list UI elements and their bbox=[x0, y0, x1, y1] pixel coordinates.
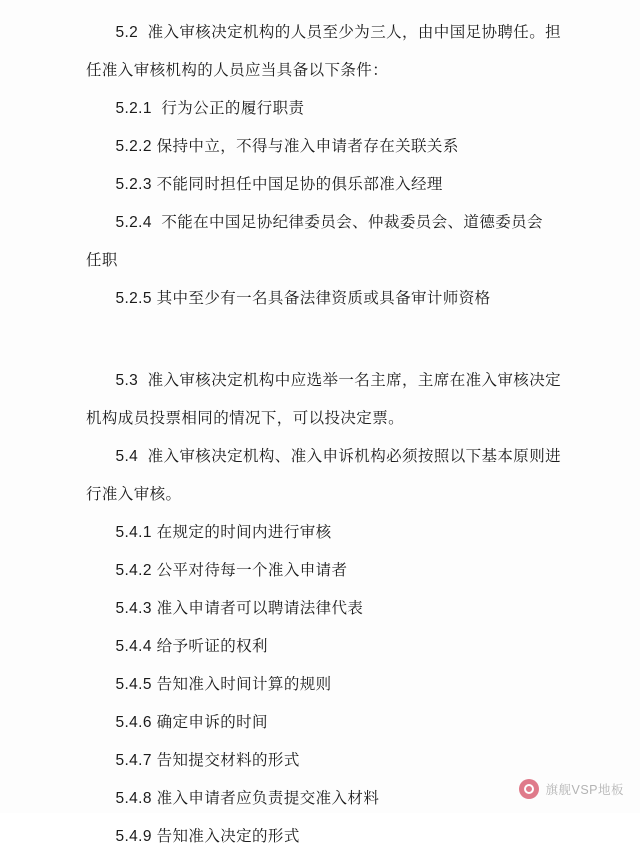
paragraph-5-4-8 bbox=[86, 780, 582, 818]
paragraph-5-2-3 bbox=[86, 166, 582, 204]
text-line: 5.2.3 不能同时担任中国足协的俱乐部准入经理 bbox=[115, 176, 443, 193]
text-line: 5.4.2 公平对待每一个准入申请者 bbox=[115, 562, 348, 579]
text-line: 5.4.5 告知准入时间计算的规则 bbox=[115, 676, 332, 693]
circle-logo-icon bbox=[519, 779, 539, 799]
text-line: 5.2.4 不能在中国足协纪律委员会、仲裁委员会、道德委员会 bbox=[115, 214, 543, 231]
paragraph-5-2-1 bbox=[86, 90, 582, 128]
paragraph-spacer bbox=[86, 318, 582, 362]
paragraph-5-4-7 bbox=[86, 742, 582, 780]
text-line: 任职 bbox=[86, 252, 118, 269]
paragraph-5-4-5 bbox=[86, 666, 582, 704]
paragraph-5-4-9 bbox=[86, 818, 582, 856]
text-line: 行准入审核。 bbox=[86, 486, 182, 503]
paragraph-5-4 bbox=[86, 438, 582, 514]
paragraph-5-4-3 bbox=[86, 590, 582, 628]
text-line: 5.2.2 保持中立，不得与准入申请者存在关联关系 bbox=[115, 138, 459, 155]
text-line: 5.4.8 准入申请者应负责提交准入材料 bbox=[115, 790, 380, 807]
text-line: 5.2.5 其中至少有一名具备法律资质或具备审计师资格 bbox=[115, 290, 491, 307]
text-line: 5.4 准入审核决定机构、准入申诉机构必须按照以下基本原则进 bbox=[115, 448, 561, 465]
paragraph-5-2-5 bbox=[86, 280, 582, 318]
watermark-label: 旗舰VSP地板 bbox=[545, 783, 624, 797]
paragraph-5-4-4 bbox=[86, 628, 582, 666]
text-line: 5.4.1 在规定的时间内进行审核 bbox=[115, 524, 332, 541]
paragraph-5-3 bbox=[86, 362, 582, 438]
text-line: 5.4.7 告知提交材料的形式 bbox=[115, 752, 300, 769]
paragraph-5-2-2 bbox=[86, 128, 582, 166]
paragraph-5-4-1 bbox=[86, 514, 582, 552]
text-line: 5.2 准入审核决定机构的人员至少为三人，由中国足协聘任。担 bbox=[115, 24, 561, 41]
text-line: 机构成员投票相同的情况下，可以投决定票。 bbox=[86, 410, 405, 427]
text-line: 5.3 准入审核决定机构中应选举一名主席，主席在准入审核决定 bbox=[115, 372, 561, 389]
watermark bbox=[519, 779, 624, 799]
paragraph-5-2 bbox=[86, 14, 582, 90]
text-line: 5.4.9 告知准入决定的形式 bbox=[115, 828, 300, 845]
text-line: 5.4.6 确定申诉的时间 bbox=[115, 714, 268, 731]
document-body bbox=[86, 14, 582, 856]
text-line: 任准入审核机构的人员应当具备以下条件： bbox=[86, 62, 389, 79]
text-line: 5.2.1 行为公正的履行职责 bbox=[115, 100, 305, 117]
text-line: 5.4.4 给予听证的权利 bbox=[115, 638, 268, 655]
paragraph-5-4-6 bbox=[86, 704, 582, 742]
paragraph-5-2-4 bbox=[86, 204, 582, 280]
paragraph-5-4-2 bbox=[86, 552, 582, 590]
text-line: 5.4.3 准入申请者可以聘请法律代表 bbox=[115, 600, 364, 617]
